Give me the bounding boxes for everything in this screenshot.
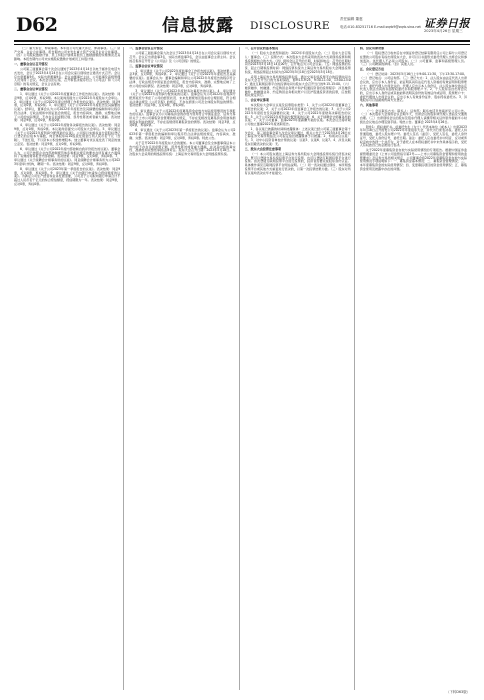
section-heading: 四、会议出席对象 (359, 47, 385, 50)
section-heading: 二、监事会会议审议情况 (129, 63, 163, 68)
text-column-3 (245, 47, 355, 690)
paragraph: 1、审议通过《关于公司2022年度董事会工作报告的议案》。表决结果：同意9票，反对0票，弃权0票。本议案尚需提交公司2022年年度股东大会审议。2、审议通过《关于公司2022年度总经理工作报告的议案》。表决结果：同意9票，反对0票，弃权0票。3、审议通过《关于公司2022年年度报告及其摘要的议案》。经审议，董事会认为公司2022年年度报告及其摘要的编制和审议程序符合法律、行政法规和中国证监会的规定，报告内容真实、准确、完整地反映了公司的实际情况，不存在任何虚假记载、误导性陈述或者重大遗漏。表决结果：同意9票，反对0票，弃权0票。 (14, 92, 121, 123)
paragraph: 8、审议通过《关于公司2023年第一季度报告的议案》。表决结果：同意9票，反对0票，弃权0票。9、审议通过《关于向银行申请综合授信额度的议案》。为满足公司生产经营和业务发展需要，公司及子公司拟向银行申请合计不超过人民币若干亿元的综合授信额度，授信期限为一年。表决结果：同意9票，反对0票，弃权0票。 (14, 166, 121, 186)
paragraph: 1、各议案已披露的时间和披露媒体：上述议案已经公司第三届董事会第十次会议、第三届监事会第九次会议审议通过，相关公告已于2023年4月26日在上海证券交易所网站及公司指定信息披露媒体予以披露。2、特别决议议案：无。3、对中小投资者单独计票的议案：议案5、议案6、议案7。4、涉及关联股东回避表决的议案：无。 (244, 127, 351, 146)
section-heading: 六、其他事项 (359, 103, 379, 108)
paragraph: （一）登记时间：2023年5月16日上午9:00-11:30，下午13:30-17:00。（二）登记地点：公司证券部。（三）登记方式：1、法人股东由法定代表人出席会议的，应出示本人身份证、能证明其具有法定代表人资格的有效证明和股票账户卡；委托代理人出席会议的，代理人应出示本人身份证、法人股东单位的法定代表人依法出具的书面授权委托书和股票账户卡。2、个人股东亲自出席会议的，应出示本人身份证或其他能够表明其身份的有效证件或证明、股票账户卡；委托代理他人出席会议的，应出示本人有效身份证件、股东授权委托书。3、异地股东可以信函或传真方式登记。 (359, 72, 467, 103)
paragraph: （一）股权登记日收市后在中国证券登记结算有限责任公司上海分公司登记在册的公司股东有权出席股东大会，并可以以书面形式委托代理人出席会议和参加表决。该代理人不必是公司股东。（二）公司董事、监事和高级管理人员。（三）公司聘请的律师。（四）其他人员。 (359, 51, 467, 67)
paragraph: 3、审议通过《关于公司2022年度财务决算报告的议案》。4、审议通过《关于公司2022年度利润分配预案的议案》。监事会认为公司2022年度利润分配预案充分考虑了公司的经营状况、未来发展规划及股东的合理回报，符合相关法律法规及《公司章程》的规定，不存在损害公司及全体股东利益的情形。表决结果：同意3票，反对0票，弃权0票。 (129, 88, 236, 108)
section-title: 信息披露 (162, 16, 234, 36)
masthead-rule-thick (14, 40, 470, 42)
paragraph: 本次股东大会审议议案及投票股东类型：1、关于公司2022年度董事会工作报告的议案；2、关于公司2022年度监事会工作报告的议案；3、关于公司2022年年度报告及其摘要的议案；4、关于公司2022年度财务决算报告的议案；5、关于公司2022年度利润分配预案的议案；6、关于续聘会计师事务所的议案；7、关于公司董事、监事2023年度薪酬方案的议案。本次会议还将听取公司独立董事2022年度述职报告。 (244, 103, 351, 126)
issue-date: 2023年4月26日 星期三 (424, 29, 463, 33)
paragraph: 附件1：授权委托书。兹委托先生（女士）代表本单位（或本人）出席2023年5月18日召开的贵公司2022年年度股东大会，并代为行使表决权。委托人持普通股数，委托人股东账户号。委托人签名（盖章），受托人签名，委托人身份证号，受托人身份证号，委托日期。备注：委托人应在委托书中同意、反对或弃权意向中选择一个并打勾，对于委托人在本授权委托书中未作具体指示的，受托人有权按自己的意愿进行表决。 (359, 124, 467, 148)
paragraph: 公司第三届监事会第九次会议于2023年4月24日在公司会议室以现场方式召开。会议应出席监事3名，实际出席监事3名，会议由监事会主席主持。会议的召集和召开符合《公司法》及《公司章程》的规定。 (129, 51, 236, 63)
paragraph: （一）本公司股东通过上海证券交易所股东大会网络投票系统行使表决权的，既可以登陆交易系统投票平台进行投票，也可以登陆互联网投票平台进行投票。首次登陆互联网投票平台进行投票的，投资者需要完成股东身份认证。具体操作请见互联网投票平台网站说明。（二）同一表决权通过现场、本所网络投票平台或其他方式重复进行表决的，以第一次投票结果为准。（三）股东对所有议案均表决完毕才能提交。 (244, 152, 351, 175)
text-column-4 (360, 47, 470, 690)
paragraph: 6、审议通过《关于公司2023年第一季度报告的议案》。监事会认为公司2023年第一季度报告的编制和审议程序符合法律法规的规定，内容真实、准确、完整。表决结果：同意3票，反对0票，弃权0票。特此公告。 (129, 128, 236, 140)
text-column-1 (14, 47, 124, 690)
paragraph: 采用上海证券交易所网络投票系统，通过交易系统投票平台的投票时间为股东大会召开当日的交易时间段，即9:15-9:25，9:30-11:30，13:00-15:00；通过互联网投票平台的投票时间为股东大会召开当日的9:15-15:00。（六）融资融券、转融通、约定购回业务账户和沪股通投资者的投票程序：涉及融资融券、转融通业务、约定购回业务相关账户以及沪股通投资者的投票，应按照相关规定执行。 (244, 74, 351, 98)
column-body (245, 47, 351, 175)
column-body (360, 47, 467, 172)
continued-note: （下转D63版） (446, 690, 470, 694)
paragraph: （二）重大诉讼、仲裁事项。本年度公司无重大诉讼、仲裁事项。（三）资产交易、企业合并事项。报告期内公司未发生重大资产交易及企业合并事项。（四）公司股权激励计划、员工持股计划或其他员工激励措施的实施情况及其影响。本报告期内公司未实施股权激励计划或员工持股计划。 (14, 47, 121, 62)
masthead (14, 14, 470, 38)
section-heading: 三、股东大会投票注意事项 (244, 146, 282, 151)
section-heading: 一、监事会会议召开情况 (129, 47, 163, 50)
paragraph: 4、审议通过《关于公司2022年度财务决算报告的议案》。表决结果：同意9票，反对0票，弃权0票。本议案尚需提交公司股东大会审议。5、审议通过《关于公司2022年度利润分配预案的议案》。公司拟以实施权益分派股权登记日登记的总股本为基数，向全体股东每10股派发现金红利人民币若干元（含税），不送红股，不以资本公积金转增股本。独立董事对该议案发表了同意的独立意见。表决结果：同意9票，反对0票，弃权0票。 (14, 123, 121, 146)
paragraph: 1、审议通过《关于公司2022年度监事会工作报告的议案》。表决结果：同意3票，反对0票，弃权0票。2、审议通过《关于公司2022年年度报告及其摘要的议案》。监事会认为：董事会编制和审议公司2022年年度报告的程序符合法律、行政法规及中国证监会的规定，报告内容真实、准确、完整地反映了上市公司的实际情况。表决结果：同意3票，反对0票，弃权0票。 (129, 68, 236, 88)
newspaper-brand-logo: 证券日报 (424, 17, 470, 30)
column-body (14, 47, 120, 186)
paragraph: 关于2022年度募集资金存放与实际使用情况的专项报告。根据中国证券监督管理委员会《上市公司监管指引第2号——上市公司募集资金管理和使用的监管要求》及证券交易所相关规定，公司董事会将2022年度募集资金存放与实际使用情况专项说明如下：一、募集资金基本情况；二、募集资金管理情况；三、本年度募集资金的实际使用情况；四、变更募投项目的资金使用情况；五、募集资金使用及披露中存在的问题。 (359, 148, 467, 171)
section-heading: 五、会议登记方法 (359, 67, 385, 72)
editor-credit: 责任编辑 董惠 (340, 17, 363, 21)
page-number: D62 (16, 14, 58, 36)
section-heading: 一、董事会会议召开情况 (14, 62, 48, 67)
paragraph: 5、审议通过《关于公司2022年度募集资金存放与实际使用情况的专项报告的议案》。监事会认为公司募集资金的存放与使用符合中国证监会、证券交易所关于上市公司募集资金管理的相关规定，不存在变相改变募集资金用途和损害股东利益的情况，不存在违规使用募集资金的情形。表决结果：同意3票，反对0票，弃权0票。 (129, 108, 236, 128)
paragraph: （一）会议联系方式：联系人：证券部；联系电话及传真详见公司公告。（二）本次股东大会现场会议会期半天，出席会议的股东或代理人食宿及交通费自理。（三）出席现场会议的股东及股东代理人请携带相关证件原件提前半小时到达会议地点办理签到手续。特此公告。董事会 2023年4月26日。 (359, 108, 467, 124)
section-heading: 一、召开会议的基本情况 (244, 47, 279, 50)
text-column-2 (129, 47, 239, 690)
section-subtitle: DISCLOSURE (250, 20, 330, 32)
paragraph: 关于召开2022年年度股东大会的通知。本公司董事会及全体董事保证本公告内容不存在任何虚假记载、误导性陈述或者重大遗漏，并对其内容的真实性、准确性和完整性承担法律责任。股东大会召开日期：2023年5月18日。本次股东大会采用的网络投票系统：上海证券交易所股东大会网络投票系统。 (129, 140, 236, 157)
masthead-rule-thin (14, 44, 470, 45)
paragraph: 公司第三届董事会第十次会议通知于2023年4月14日以电子邮件及电话方式发出，会议于2023年4月24日在公司会议室以现场结合通讯方式召开。会议应出席董事9名，实际出席董事9名。会议由董事长主持，公司监事及高级管理人员列席了会议。本次会议的召集、召开和表决程序符合《公司法》和《公司章程》的有关规定，会议合法有效。 (14, 67, 121, 87)
section-heading: 二、董事会会议审议情况 (14, 87, 48, 92)
contact-info: 电话:010-83251716 E-mail:zqrb9@zqrb.sina.net (340, 25, 421, 29)
paragraph: （一）股东大会类型和届次：2022年年度股东大会。（二）股东大会召集人：董事会。（三）投票方式：本次股东大会所采用的表决方式是现场投票和网络投票相结合的方式。（四）现场会议召开的日期、时间和地点：召开的日期时间为2023年5月18日14点00分，召开地点为公司会议室。（五）网络投票的系统、起止日期和投票时间：网络投票系统为上海证券交易所股东大会网络投票系统，网络投票起止时间为自2023年5月18日至2023年5月18日。 (244, 51, 351, 74)
paragraph: 6、审议通过《关于公司2022年度内部控制自我评价报告的议案》。董事会认为，公司已按照企业内部控制规范体系和相关规定的要求在所有重大方面保持了有效的财务报告内部控制。表决结果：同意9票，反对0票，弃权0票。7、审议通过《关于续聘会计师事务所的议案》。同意续聘会计师事务所为公司2023年度审计机构，聘期一年。表决结果：同意9票，反对0票，弃权0票。 (14, 146, 121, 166)
article-columns (14, 47, 470, 690)
column-body (129, 47, 235, 157)
section-heading: 二、会议审议事项 (244, 98, 269, 103)
